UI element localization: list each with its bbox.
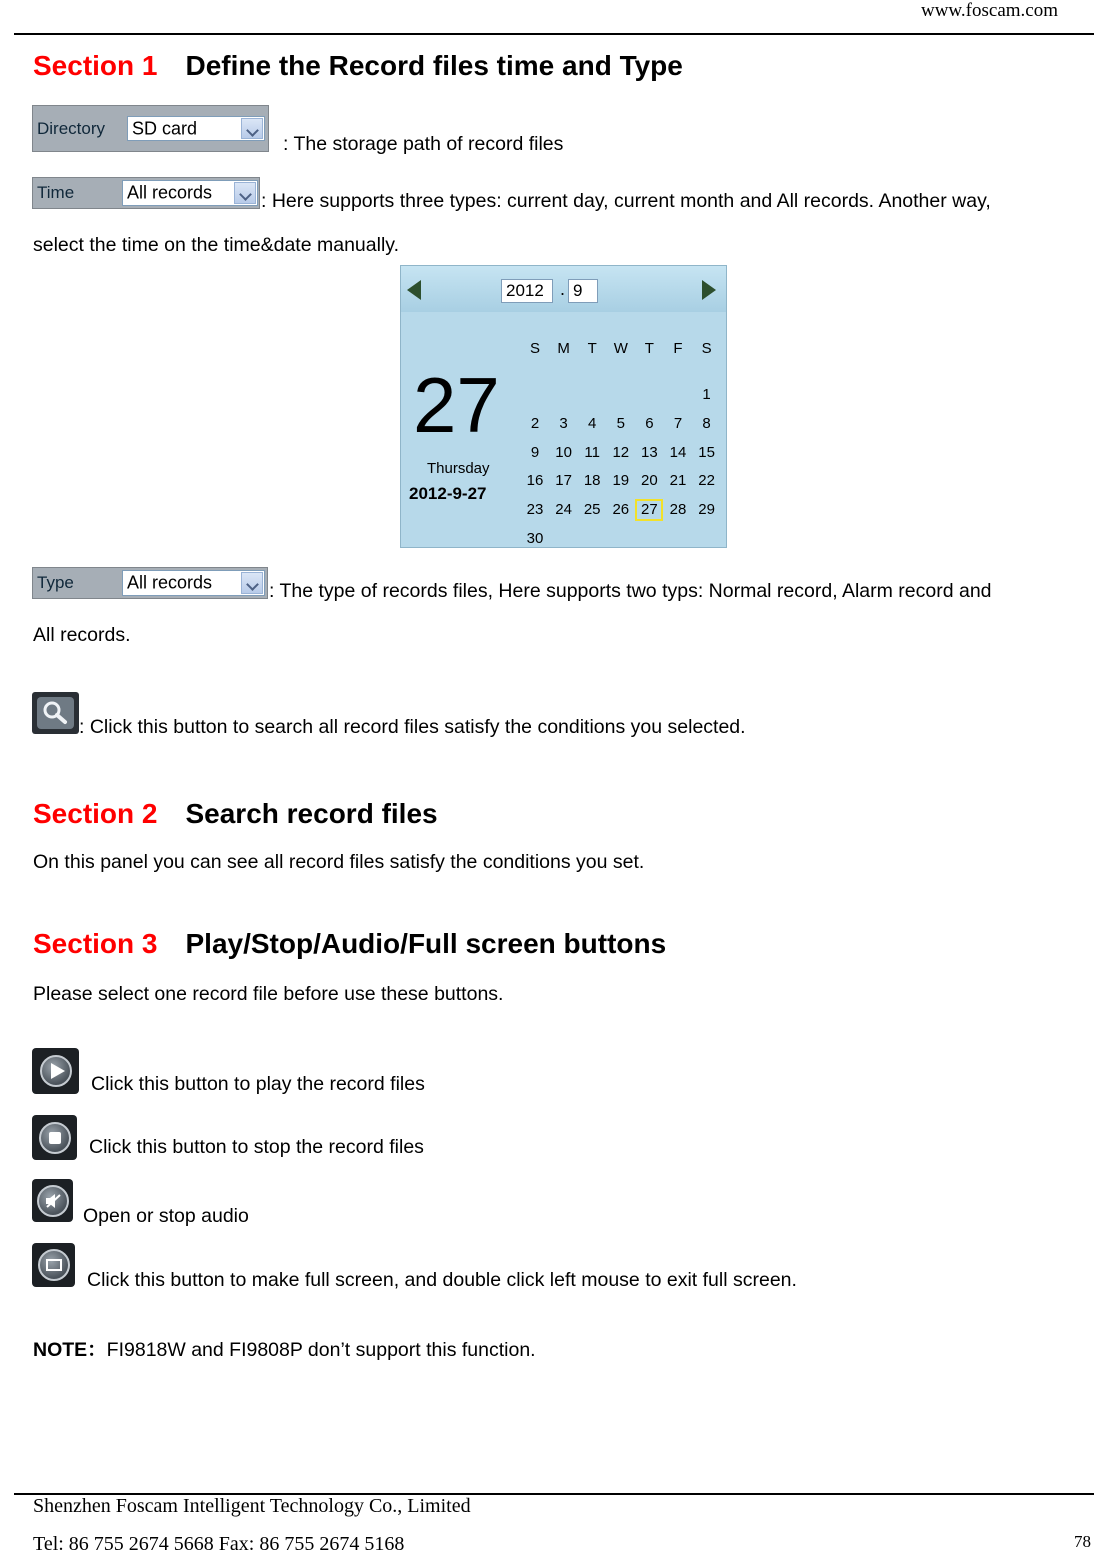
directory-value: SD card	[132, 118, 198, 138]
type-label: Type	[37, 573, 74, 592]
note	[33, 1338, 536, 1362]
time-desc-2: select the time on the time&date manually.	[33, 234, 399, 256]
calendar-day[interactable]: 26	[612, 501, 630, 519]
calendar-day[interactable]: 5	[616, 414, 625, 432]
calendar-weekday-header: W	[613, 340, 628, 357]
calendar-topbar	[401, 266, 726, 312]
header-rule	[14, 33, 1094, 35]
page-number: 78	[1074, 1532, 1091, 1551]
footer-contact: Tel: 86 755 2674 5668 Fax: 86 755 2674 5168	[33, 1533, 405, 1555]
calendar-day[interactable]: 22	[698, 472, 715, 490]
calendar-weekday-header: T	[644, 340, 654, 357]
stop-desc: Click this button to stop the record files	[89, 1136, 424, 1158]
search-icon	[32, 692, 79, 734]
play-icon	[51, 1063, 65, 1079]
section-2-heading	[33, 798, 438, 830]
section-2-desc: On this panel you can see all record files satisfy the conditions you set.	[33, 851, 645, 873]
calendar-weekday-header: S	[529, 340, 540, 357]
time-value: All records	[127, 182, 213, 203]
calendar-day[interactable]: 13	[641, 443, 658, 461]
calendar-weekday-header: M	[557, 340, 570, 357]
header-url: www.foscam.com	[920, 0, 1058, 21]
calendar-day[interactable]: 2	[530, 414, 540, 432]
search-button[interactable]	[32, 692, 79, 734]
calendar	[400, 265, 727, 548]
time-label: Time	[37, 183, 75, 202]
calendar-day[interactable]: 17	[555, 472, 572, 490]
calendar-day[interactable]: 24	[555, 501, 572, 519]
stop-button[interactable]	[32, 1115, 77, 1160]
calendar-day[interactable]: 23	[526, 501, 544, 519]
fullscreen-icon	[46, 1259, 62, 1271]
type-desc: : The type of records files, Here supports two typs: Normal record, Alarm record and	[269, 580, 992, 602]
calendar-day[interactable]: 8	[702, 414, 711, 432]
section-title: Search record files	[185, 798, 438, 829]
calendar-day[interactable]: 6	[645, 414, 654, 432]
calendar-weekday: Thursday	[427, 460, 490, 477]
next-month-icon[interactable]	[702, 280, 716, 300]
calendar-day[interactable]: 18	[583, 472, 601, 490]
directory-label: Directory	[37, 118, 106, 138]
calendar-day[interactable]: 14	[669, 443, 687, 461]
year-field[interactable]: 2012	[501, 279, 553, 303]
fullscreen-desc: Click this button to make full screen, and double click left mouse to exit full screen.	[87, 1269, 797, 1291]
time-select[interactable]	[122, 180, 258, 206]
play-button[interactable]	[32, 1048, 79, 1094]
play-desc: Click this button to play the record files	[91, 1073, 425, 1095]
month-field[interactable]: 9	[568, 279, 598, 303]
audio-desc: Open or stop audio	[83, 1205, 249, 1227]
chevron-down-icon[interactable]	[241, 572, 263, 594]
calendar-day[interactable]: 29	[698, 501, 715, 519]
calendar-day[interactable]: 21	[669, 472, 687, 490]
type-select[interactable]	[122, 570, 265, 596]
section-number: Section 1	[33, 50, 158, 81]
calendar-weekday-header: T	[587, 340, 597, 357]
directory-widget	[32, 105, 269, 152]
calendar-big-day: 27	[413, 361, 500, 449]
calendar-day[interactable]: 28	[669, 501, 687, 519]
type-value: All records	[127, 572, 213, 593]
section-3-desc: Please select one record file before use these buttons.	[33, 983, 504, 1005]
calendar-day[interactable]: 30	[526, 530, 544, 547]
calendar-day[interactable]: 16	[526, 472, 544, 490]
calendar-date: 2012-9-27	[409, 484, 487, 503]
audio-icon	[44, 1192, 62, 1210]
stop-icon	[49, 1132, 61, 1144]
search-desc: : Click this button to search all record files satisfy the conditions you selected.	[79, 716, 746, 738]
prev-month-icon[interactable]	[407, 280, 421, 300]
calendar-day[interactable]: 3	[559, 414, 568, 432]
section-title: Define the Record files time and Type	[185, 50, 683, 81]
calendar-day[interactable]: 1	[702, 386, 711, 403]
section-number: Section 3	[33, 928, 158, 959]
calendar-day-selected[interactable]: 27	[635, 499, 663, 521]
calendar-day[interactable]: 15	[698, 443, 715, 461]
calendar-day[interactable]: 25	[583, 501, 601, 519]
calendar-day[interactable]: 19	[612, 472, 630, 490]
directory-select[interactable]	[127, 116, 265, 141]
note-text: FI9818W and FI9808P don’t support this function.	[106, 1339, 536, 1361]
type-desc-2: All records.	[33, 624, 131, 646]
date-separator: .	[560, 279, 566, 299]
calendar-weekday-header: S	[701, 340, 712, 357]
chevron-down-icon[interactable]	[241, 118, 263, 139]
type-widget	[32, 567, 268, 599]
section-1-heading	[33, 50, 683, 82]
calendar-weekday-header: F	[673, 340, 683, 357]
audio-button[interactable]	[32, 1179, 73, 1222]
section-title: Play/Stop/Audio/Full screen buttons	[185, 928, 667, 959]
section-number: Section 2	[33, 798, 158, 829]
fullscreen-button[interactable]	[32, 1243, 75, 1287]
time-widget	[32, 177, 260, 209]
chevron-down-icon[interactable]	[234, 182, 256, 204]
directory-desc: : The storage path of record files	[283, 133, 564, 155]
calendar-day[interactable]: 11	[584, 443, 600, 461]
calendar-day[interactable]: 4	[588, 414, 597, 432]
calendar-day[interactable]: 20	[641, 472, 658, 490]
note-label: NOTE：	[33, 1339, 107, 1361]
calendar-day[interactable]: 9	[530, 443, 540, 461]
time-desc: : Here supports three types: current day, current month and All records. Another way,	[261, 190, 991, 212]
calendar-day[interactable]: 12	[612, 443, 630, 461]
footer-company: Shenzhen Foscam Intelligent Technology Co., Limited	[33, 1495, 471, 1517]
section-3-heading	[33, 928, 666, 960]
calendar-day[interactable]: 10	[555, 443, 572, 461]
calendar-day[interactable]: 7	[673, 414, 683, 432]
